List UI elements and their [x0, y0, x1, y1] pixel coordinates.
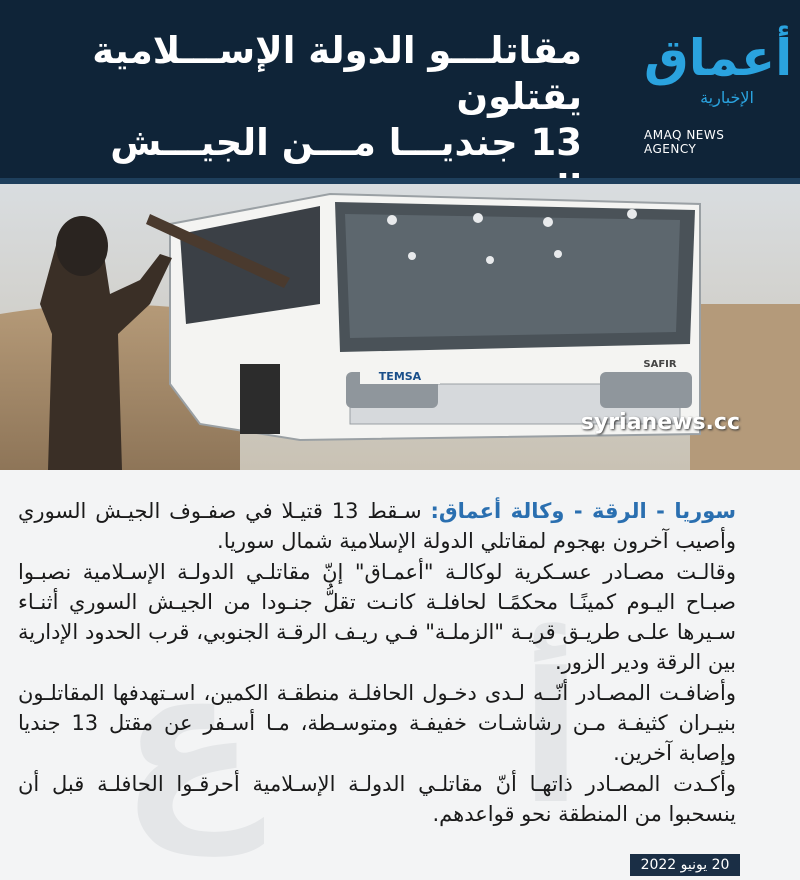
article-lead: سوريا - الرقة - وكالة أعماق: [430, 499, 737, 523]
bus-model-label: SAFIR [643, 359, 677, 370]
bullet-hole-icon [486, 256, 494, 264]
bullet-hole-icon [554, 250, 562, 258]
article-body [18, 496, 737, 844]
date-badge: 20 يونيو 2022 [630, 854, 740, 876]
article-paragraph-1: سـقط 13 قتيـلا في صفـوف الجيـش السوري وأصيب آخرون بهجوم لمقاتلي الدولة الإسلامية شمال سوريا. [18, 499, 736, 554]
header-banner [0, 0, 800, 178]
article-paragraph-2: وقالـت مصـادر عسـكرية لوكالـة "أعمـاق" إنّ مقاتلـي الدولـة الإسـلامية نصبـوا صبـاح اليـوم كمينًـا محكمًـا لحافلـة كانـت تقلُّ جنـودا من الجيـش السوري أثنـاء سـيرها علـى طريـق قريـة "الزملـة" فـي ريـف الرقـة الجنوبي، قرب الحدود الإدارية بين الرقة ودير الزور. [18, 559, 736, 675]
article-paragraph-3: وأضافـت المصـادر أنّــه لـدى دخـول الحافلـة منطقـة الكمين، اسـتهدفها المقاتلـون بنيـران كثيفـة مـن رشاشـات خفيفـة ومتوسـطة، مـا أسـفر عن مقتل 13 جنديا وإصابة آخرين. [18, 680, 736, 766]
logo-arabic-name: أعماق [644, 29, 793, 87]
background-logo-icon: أ [520, 635, 582, 844]
bullet-hole-icon [473, 213, 483, 223]
bullet-hole-icon [543, 217, 553, 227]
bullet-hole-icon [408, 252, 416, 260]
news-photo [0, 184, 800, 470]
bullet-hole-icon [627, 209, 637, 219]
headline-line-1: مقاتلـــو الدولة الإســـلامية يقتلون [92, 29, 582, 118]
background-logo-icon: ع [120, 623, 257, 856]
headline-line-2: 13 جنديـــا مـــن الجيـــش [110, 121, 582, 164]
logo-english-name: AMAQ NEWS AGENCY [644, 128, 725, 156]
watermark: syrianews.cc [580, 410, 740, 435]
bus-brand-label: TEMSA [378, 370, 422, 383]
logo-subtitle: الإخبارية [700, 88, 754, 107]
amaq-logo [644, 28, 793, 156]
article-paragraph-4: وأكـدت المصـادر ذاتهـا أنّ مقاتلـي الدولـة الإسـلامية أحرقـوا الحافلـة قبل أن ينسحبوا من المنطقة نحو قواعدهم. [18, 771, 736, 826]
bullet-hole-icon [387, 215, 397, 225]
